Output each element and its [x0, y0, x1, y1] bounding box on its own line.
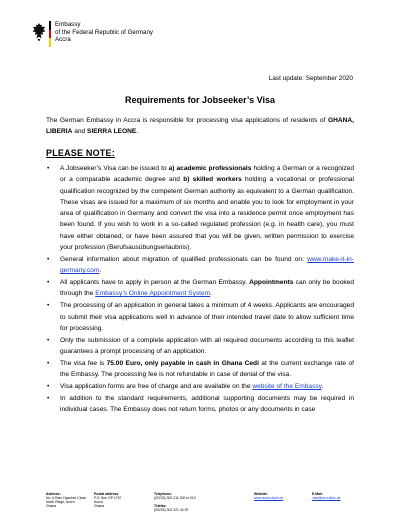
bullet-icon: •: [47, 383, 50, 391]
footer-email: [312, 492, 341, 500]
footer-line: North Ridge, Accra: [46, 500, 75, 505]
intro-paragraph: [46, 115, 354, 137]
flag-black-band: [49, 21, 51, 30]
embassy-name-line: of the Federal Republic of Germany: [55, 28, 154, 36]
intro-country-last: SIERRA LEONE: [87, 128, 137, 135]
bullet-icon: •: [47, 360, 50, 368]
bullet-icon: •: [47, 395, 50, 403]
footer-line: (00233) 302 211 000 to 010: [154, 496, 196, 501]
list-item: [46, 300, 354, 334]
last-update: Last update: September 2020: [268, 75, 353, 82]
item-text: at the current exchange rate of the Embassy. The processing fee is not refundable in case of denial of the visa.: [60, 360, 354, 379]
item-bold: 75.00 Euro, only payable in cash in Ghana Cedi: [106, 360, 259, 368]
federal-eagle-icon: [32, 22, 46, 42]
footer-line: P.O. Box GP 1757: [94, 496, 122, 501]
bullet-icon: •: [47, 279, 50, 287]
footer-email-link[interactable]: visa@accr.diplo.de: [312, 496, 341, 501]
footer-line: Ghana: [94, 504, 105, 509]
flag-red-band: [49, 30, 51, 39]
footer-label: Telefax:: [154, 504, 167, 509]
footer-website: [254, 492, 283, 500]
item-text: .: [210, 290, 213, 298]
footer-website-link[interactable]: www.accra.diplo.de: [254, 496, 284, 501]
item-text: can only be booked through the: [60, 279, 355, 298]
footer-label: E-Mail:: [312, 492, 324, 496]
page-title: Requirements for Jobseeker’s Visa: [125, 95, 275, 105]
list-item: [46, 254, 354, 277]
item-bold: b) skilled workers: [183, 176, 242, 184]
footer-label: Telephone:: [154, 492, 172, 496]
item-text: General information about migration of qualified professionals can be found on:: [60, 255, 308, 263]
embassy-name-line: Accra: [55, 36, 71, 44]
item-text: holding a vocational or professional qualification recognized by the competent German authority as equivalent to a German qualification. These visas are issued for a maximum of six months and enable you to look for employment in your area of qualification in Germany and convert the visa into a residence permit once employment has been found. If you wish to work in a so-called regulated profession (e.g. in health care), you must have either obtained, or have been assured that you will be given, written permission to exercise your profession (Berufsausübungserlaubnis).: [60, 176, 354, 252]
list-item: [46, 381, 354, 392]
footer-label: Postal address:: [94, 492, 120, 496]
bullet-icon: •: [47, 302, 50, 310]
item-bold: a) academic professionals: [168, 165, 252, 172]
footer-address: [46, 492, 86, 508]
note-heading: PLEASE NOTE:: [46, 148, 115, 158]
footer-line: (00233) 302 221 34 29: [154, 508, 189, 513]
item-bold: Appointments: [249, 279, 294, 287]
german-flag-stripe: [49, 21, 51, 47]
flag-gold-band: [49, 38, 51, 47]
footer-phone: [154, 492, 196, 512]
list-item: [46, 163, 354, 253]
intro-countries: GHANA, LIBERIA: [46, 117, 354, 135]
list-item: [46, 358, 354, 381]
item-text: The processing of an application in general takes a minimum of 4 weeks. Applicants are encouraged to submit their visa applications well in advance of their intended travel date to allow sufficient time for processing.: [60, 302, 354, 332]
footer-postal: [94, 492, 121, 508]
footer-line: Accra: [94, 500, 103, 505]
footer-line: Ghana: [46, 504, 57, 509]
footer-label: Website:: [254, 492, 269, 496]
bullet-icon: •: [47, 336, 50, 344]
list-item: [46, 335, 354, 358]
item-text: The visa fee is: [60, 360, 107, 368]
item-text: Visa application forms are free of charge and are available on the: [60, 383, 253, 391]
bullet-icon: •: [47, 255, 50, 263]
intro-and: and: [72, 128, 88, 135]
item-text: .: [321, 383, 324, 391]
bullet-icon: •: [47, 165, 50, 172]
footer-label: Address:: [46, 492, 61, 496]
requirements-list: [46, 163, 354, 416]
embassy-website-link[interactable]: website of the Embassy: [252, 383, 322, 391]
item-text: .: [99, 267, 102, 275]
item-text: All applicants have to apply in person at the German Embassy.: [60, 279, 250, 287]
list-item: [46, 393, 354, 416]
item-text: holding a German or a recognized or a comparable academic degree and: [60, 165, 355, 184]
make-it-in-germany-link[interactable]: www.make-it-in-germany.com: [60, 255, 354, 275]
intro-end: .: [136, 128, 139, 135]
appointment-system-link[interactable]: Embassy’s Online Appointment System: [95, 290, 211, 298]
item-text: In addition to the standard requirements, additional supporting documents may be required in individual cases. The Embassy does not return forms, photos or any documents in case: [60, 395, 354, 414]
item-text: A Jobseeker’s Visa can be issued to: [60, 165, 169, 172]
footer-line: No. 6 Ram Hyazinte Close: [46, 496, 86, 501]
embassy-name: [55, 21, 153, 44]
intro-text: The German Embassy in Accra is responsible for processing visa applications of residents of: [46, 117, 328, 124]
list-item: [46, 277, 354, 300]
embassy-name-line: Embassy: [55, 21, 81, 28]
item-text: Only the submission of a complete application with all required documents according to this leaflet guarantees a prompt processing of an application.: [60, 336, 354, 356]
